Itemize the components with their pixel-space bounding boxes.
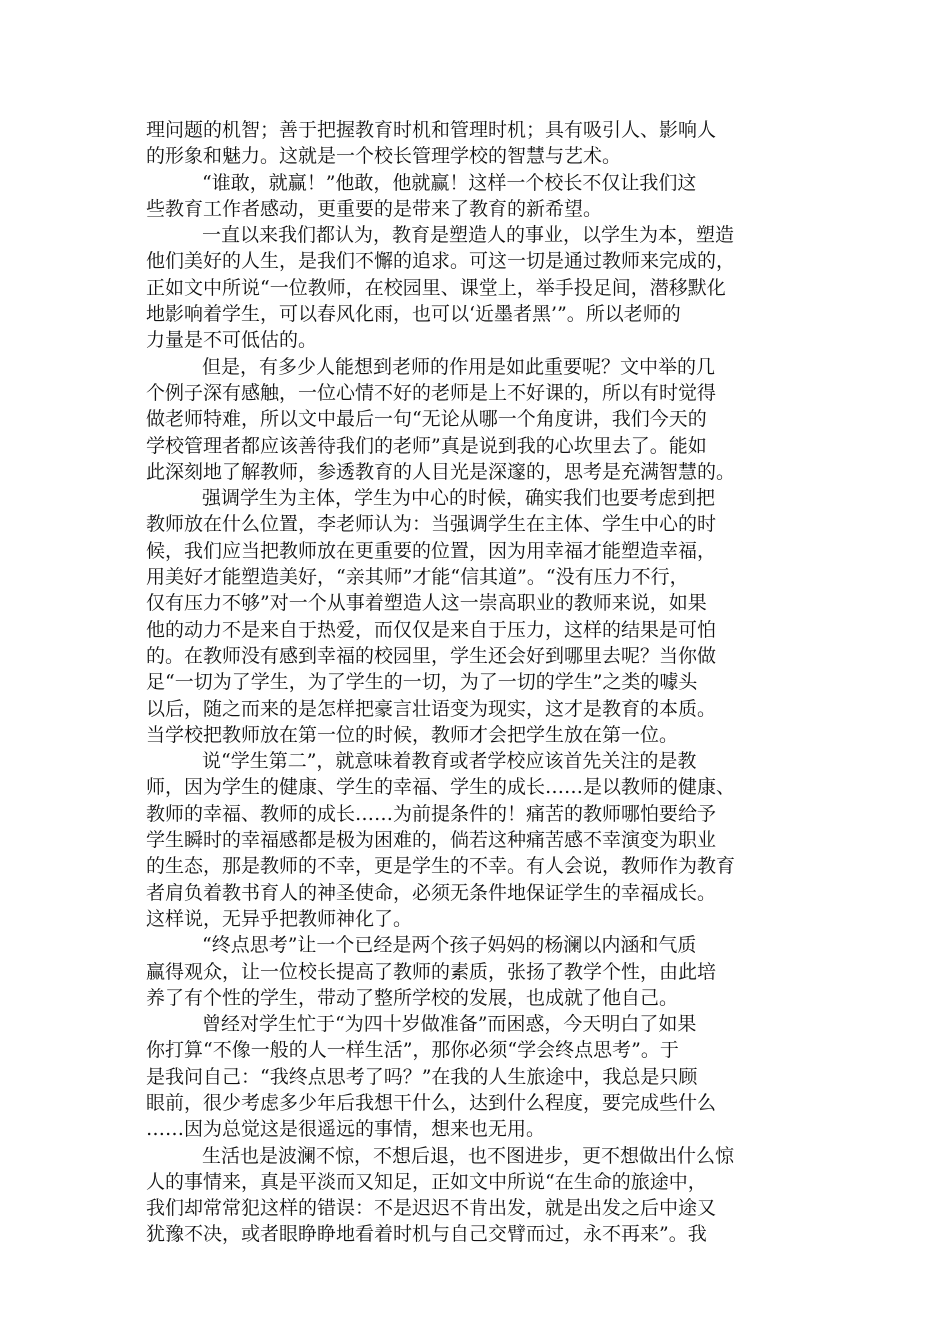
- text-line: 强调学生为主体，学生为中心的时候，确实我们也要考虑到把: [202, 487, 716, 510]
- text-line: 曾经对学生忙于“为四十岁做准备”而困惑，今天明白了如果: [202, 1013, 697, 1036]
- paragraph: [146, 354, 812, 485]
- text-line: 做老师特难，所以文中最后一句“无论从哪一个角度讲，我们今天的: [146, 408, 707, 431]
- text-line: 是我问自己：“我终点思考了吗？”在我的人生旅途中，我总是只顾: [146, 1065, 698, 1088]
- paragraph: [146, 932, 812, 1011]
- text-line: 个例子深有感触，一位心情不好的老师是上不好课的，所以有时觉得: [146, 381, 717, 404]
- text-line: 养了有个性的学生，带动了整所学校的发展，也成就了他自己。: [146, 986, 679, 1009]
- text-line: 用美好才能塑造美好，“亲其师”才能“信其道”。“没有压力不行，: [146, 566, 689, 589]
- text-line: 教师放在什么位置，李老师认为：当强调学生在主体、学生中心的时: [146, 513, 717, 536]
- paragraph: [146, 1011, 812, 1142]
- text-line: 当学校把教师放在第一位的时候，教师才会把学生放在第一位。: [146, 723, 679, 746]
- text-line: “谁敢，就赢！”他敢，他就赢！这样一个校长不仅让我们这: [202, 171, 697, 194]
- text-line: 理问题的机智；善于把握教育时机和管理时机；具有吸引人、影响人: [146, 119, 717, 141]
- text-line: “终点思考”让一个已经是两个孩子妈妈的杨澜以内涵和气质: [202, 934, 697, 957]
- text-line: 者肩负着教书育人的神圣使命，必须无条件地保证学生的幸福成长。: [146, 881, 717, 904]
- text-line: 说“学生第二”，就意味着教育或者学校应该首先关注的是教: [202, 750, 697, 773]
- paragraph: [146, 222, 812, 353]
- text-line: 赢得观众，让一位校长提高了教师的素质，张扬了教学个性，由此培: [146, 960, 717, 983]
- text-line: 仅有压力不够”对一个从事着塑造人这一崇高职业的教师来说，如果: [146, 592, 707, 615]
- text-line: 地影响着学生，可以春风化雨，也可以‘近墨者黑’”。所以老师的: [146, 303, 681, 326]
- text-line: 的生态，那是教师的不幸，更是学生的不幸。有人会说，教师作为教育: [146, 855, 736, 878]
- text-line: 他的动力不是来自于热爱，而仅仅是来自于压力，这样的结果是可怕: [146, 618, 717, 641]
- text-line: 我们却常常犯这样的错误：不是迟迟不肯出发，就是出发之后中途又: [146, 1197, 717, 1220]
- text-line: ……因为总觉这是很遥远的事情，想来也无用。: [146, 1118, 546, 1141]
- text-line: 以后，随之而来的是怎样把豪言壮语变为现实，这才是教育的本质。: [146, 697, 717, 720]
- text-line: 候，我们应当把教师放在更重要的位置，因为用幸福才能塑造幸福，: [146, 539, 717, 562]
- paragraph: [146, 485, 812, 748]
- text-line: 师，因为学生的健康、学生的幸福、学生的成长……是以教师的健康、: [146, 776, 736, 799]
- paragraph: [146, 748, 812, 932]
- text-line: 的。在教师没有感到幸福的校园里，学生还会好到哪里去呢？当你做: [146, 644, 717, 667]
- text-line: 力量是不可低估的。: [146, 329, 318, 352]
- text-line: 正如文中所说“一位教师，在校园里、课堂上，举手投足间，潜移默化: [146, 276, 726, 299]
- text-line: 生活也是波澜不惊，不想后退，也不图进步，更不想做出什么惊: [202, 1144, 735, 1167]
- text-line: 眼前，很少考虑多少年后我想干什么，达到什么程度，要完成些什么: [146, 1091, 717, 1114]
- text-line: 的形象和魅力。这就是一个校长管理学校的智慧与艺术。: [146, 145, 622, 168]
- paragraph: [146, 1143, 812, 1248]
- text-line: 教师的幸福、教师的成长……为前提条件的！痛苦的教师哪怕要给予: [146, 802, 717, 825]
- paragraph: [146, 117, 812, 170]
- text-line: 你打算“不像一般的人一样生活”，那你必须“学会终点思考”。于: [146, 1039, 679, 1062]
- text-line: 学校管理者都应该善待我们的老师”真是说到我的心坎里去了。能如: [146, 434, 707, 457]
- text-line: 犹豫不决，或者眼睁睁地看着时机与自己交臂而过，永不再来”。我: [146, 1223, 707, 1246]
- document-body: [146, 117, 812, 1248]
- text-line: 此深刻地了解教师，参透教育的人目光是深邃的，思考是充满智慧的。: [146, 460, 736, 483]
- text-line: 这样说，无异乎把教师神化了。: [146, 907, 413, 930]
- text-line: 些教育工作者感动，更重要的是带来了教育的新希望。: [146, 197, 603, 220]
- text-line: 人的事情来，真是平淡而又知足，正如文中所说“在生命的旅途中，: [146, 1170, 707, 1193]
- text-line: 一直以来我们都认为，教育是塑造人的事业，以学生为本，塑造: [202, 224, 735, 247]
- text-line: 足“一切为了学生，为了学生的一切，为了一切的学生”之类的噱头: [146, 671, 698, 694]
- paragraph: [146, 170, 812, 223]
- text-line: 他们美好的人生，是我们不懈的追求。可这一切是通过教师来完成的，: [146, 250, 736, 273]
- text-line: 但是，有多少人能想到老师的作用是如此重要呢？文中举的几: [202, 355, 716, 378]
- text-line: 学生瞬时的幸福感都是极为困难的，倘若这种痛苦感不幸演变为职业: [146, 829, 717, 852]
